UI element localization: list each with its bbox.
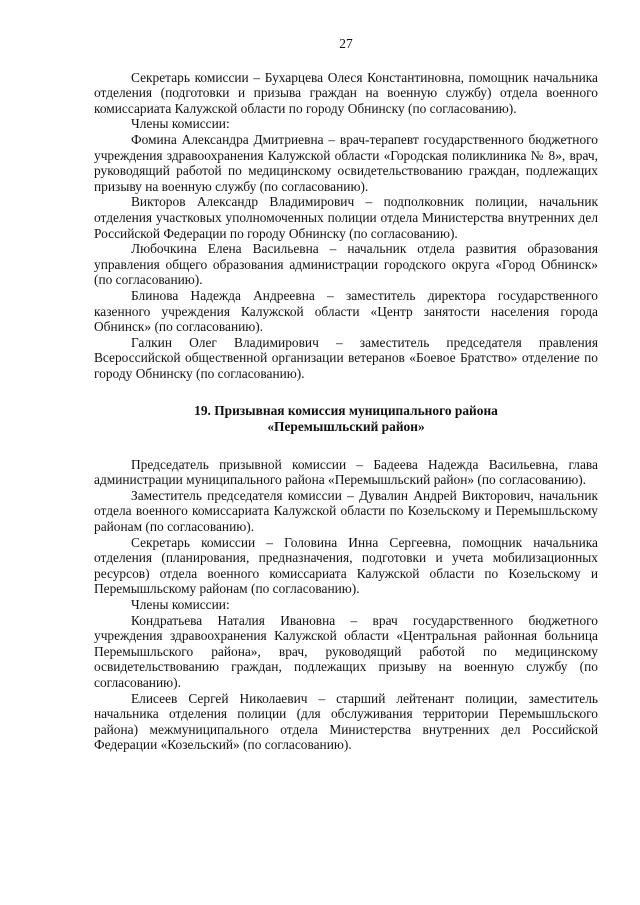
paragraph: Председатель призывной комиссии – Бадеева Надежда Васильевна, глава администрации муниципального района «Перемышльский район» (по согласованию). <box>94 456 598 488</box>
section-heading <box>94 403 598 434</box>
paragraph: Секретарь комиссии – Бухарцева Олеся Константиновна, помощник начальника отделения (подготовки и призыва граждан на военную службу) отдела военного комиссариата Калужской области по городу Обнинску (по согласованию). <box>94 69 598 116</box>
paragraph: Викторов Александр Владимирович – подполковник полиции, начальник отделения участковых уполномоченных полиции отдела Министерства внутренних дел Российской Федерации по городу Обнинску (по согласованию). <box>94 194 598 241</box>
section-heading-line2: «Перемышльский район» <box>267 419 425 435</box>
commission-members-obninsk <box>94 70 598 382</box>
page-number-text: 27 <box>339 36 353 51</box>
paragraph: Секретарь комиссии – Головина Инна Сергеевна, помощник начальника отделения (планирования, предназначения, подготовки и учета мобилизационных ресурсов) отдела военного комиссариата Калужской области по Козельскому и Перемышльскому районам (по согласованию). <box>94 534 598 597</box>
paragraph: Галкин Олег Владимирович – заместитель председателя правления Всероссийской общественной организации ветеранов «Боевое Братство» отделение по городу Обнинску (по согласованию). <box>94 334 598 381</box>
paragraph: Елисеев Сергей Николаевич – старший лейтенант полиции, заместитель начальника отделения полиции (для обслуживания территории Перемышльского района) межмуниципального отдела Министерства внутренних дел Российской Федерации «Козельский» (по согласованию). <box>94 690 598 753</box>
page-number <box>94 36 598 52</box>
paragraph: Члены комиссии: <box>131 597 230 612</box>
paragraph: Кондратьева Наталия Ивановна – врач государственного бюджетного учреждения здравоохранения Калужской области «Центральная районная больница Перемышльского района», врач, руководящий работой по медицинскому освидетельствованию граждан, подлежащих призыву на военную службу (по согласованию). <box>94 612 598 690</box>
paragraph: Заместитель председателя комиссии – Дувалин Андрей Викторович, начальник отдела военного комиссариата Калужской области по Козельскому и Перемышльскому районам (по согласованию). <box>94 487 598 535</box>
commission-members-peremyshl <box>94 457 598 753</box>
paragraph: Члены комиссии: <box>131 116 230 132</box>
paragraph: Любочкина Елена Васильевна – начальник отдела развития образования управления общего образования администрации городского округа «Город Обнинск» (по согласованию). <box>94 241 598 288</box>
section-heading-line1: 19. Призывная комиссия муниципального района <box>194 403 498 419</box>
paragraph: Фомина Александра Дмитриевна – врач-терапевт государственного бюджетного учреждения здравоохранения Калужской области «Городская поликлиника № 8», врач, руководящий работой по медицинскому освидетельствованию граждан, подлежащих призыву на военную службу (по согласованию). <box>94 131 598 194</box>
paragraph: Блинова Надежда Андреевна – заместитель директора государственного казенного учреждения Калужской области «Центр занятости населения города Обнинск» (по согласованию). <box>94 287 598 335</box>
